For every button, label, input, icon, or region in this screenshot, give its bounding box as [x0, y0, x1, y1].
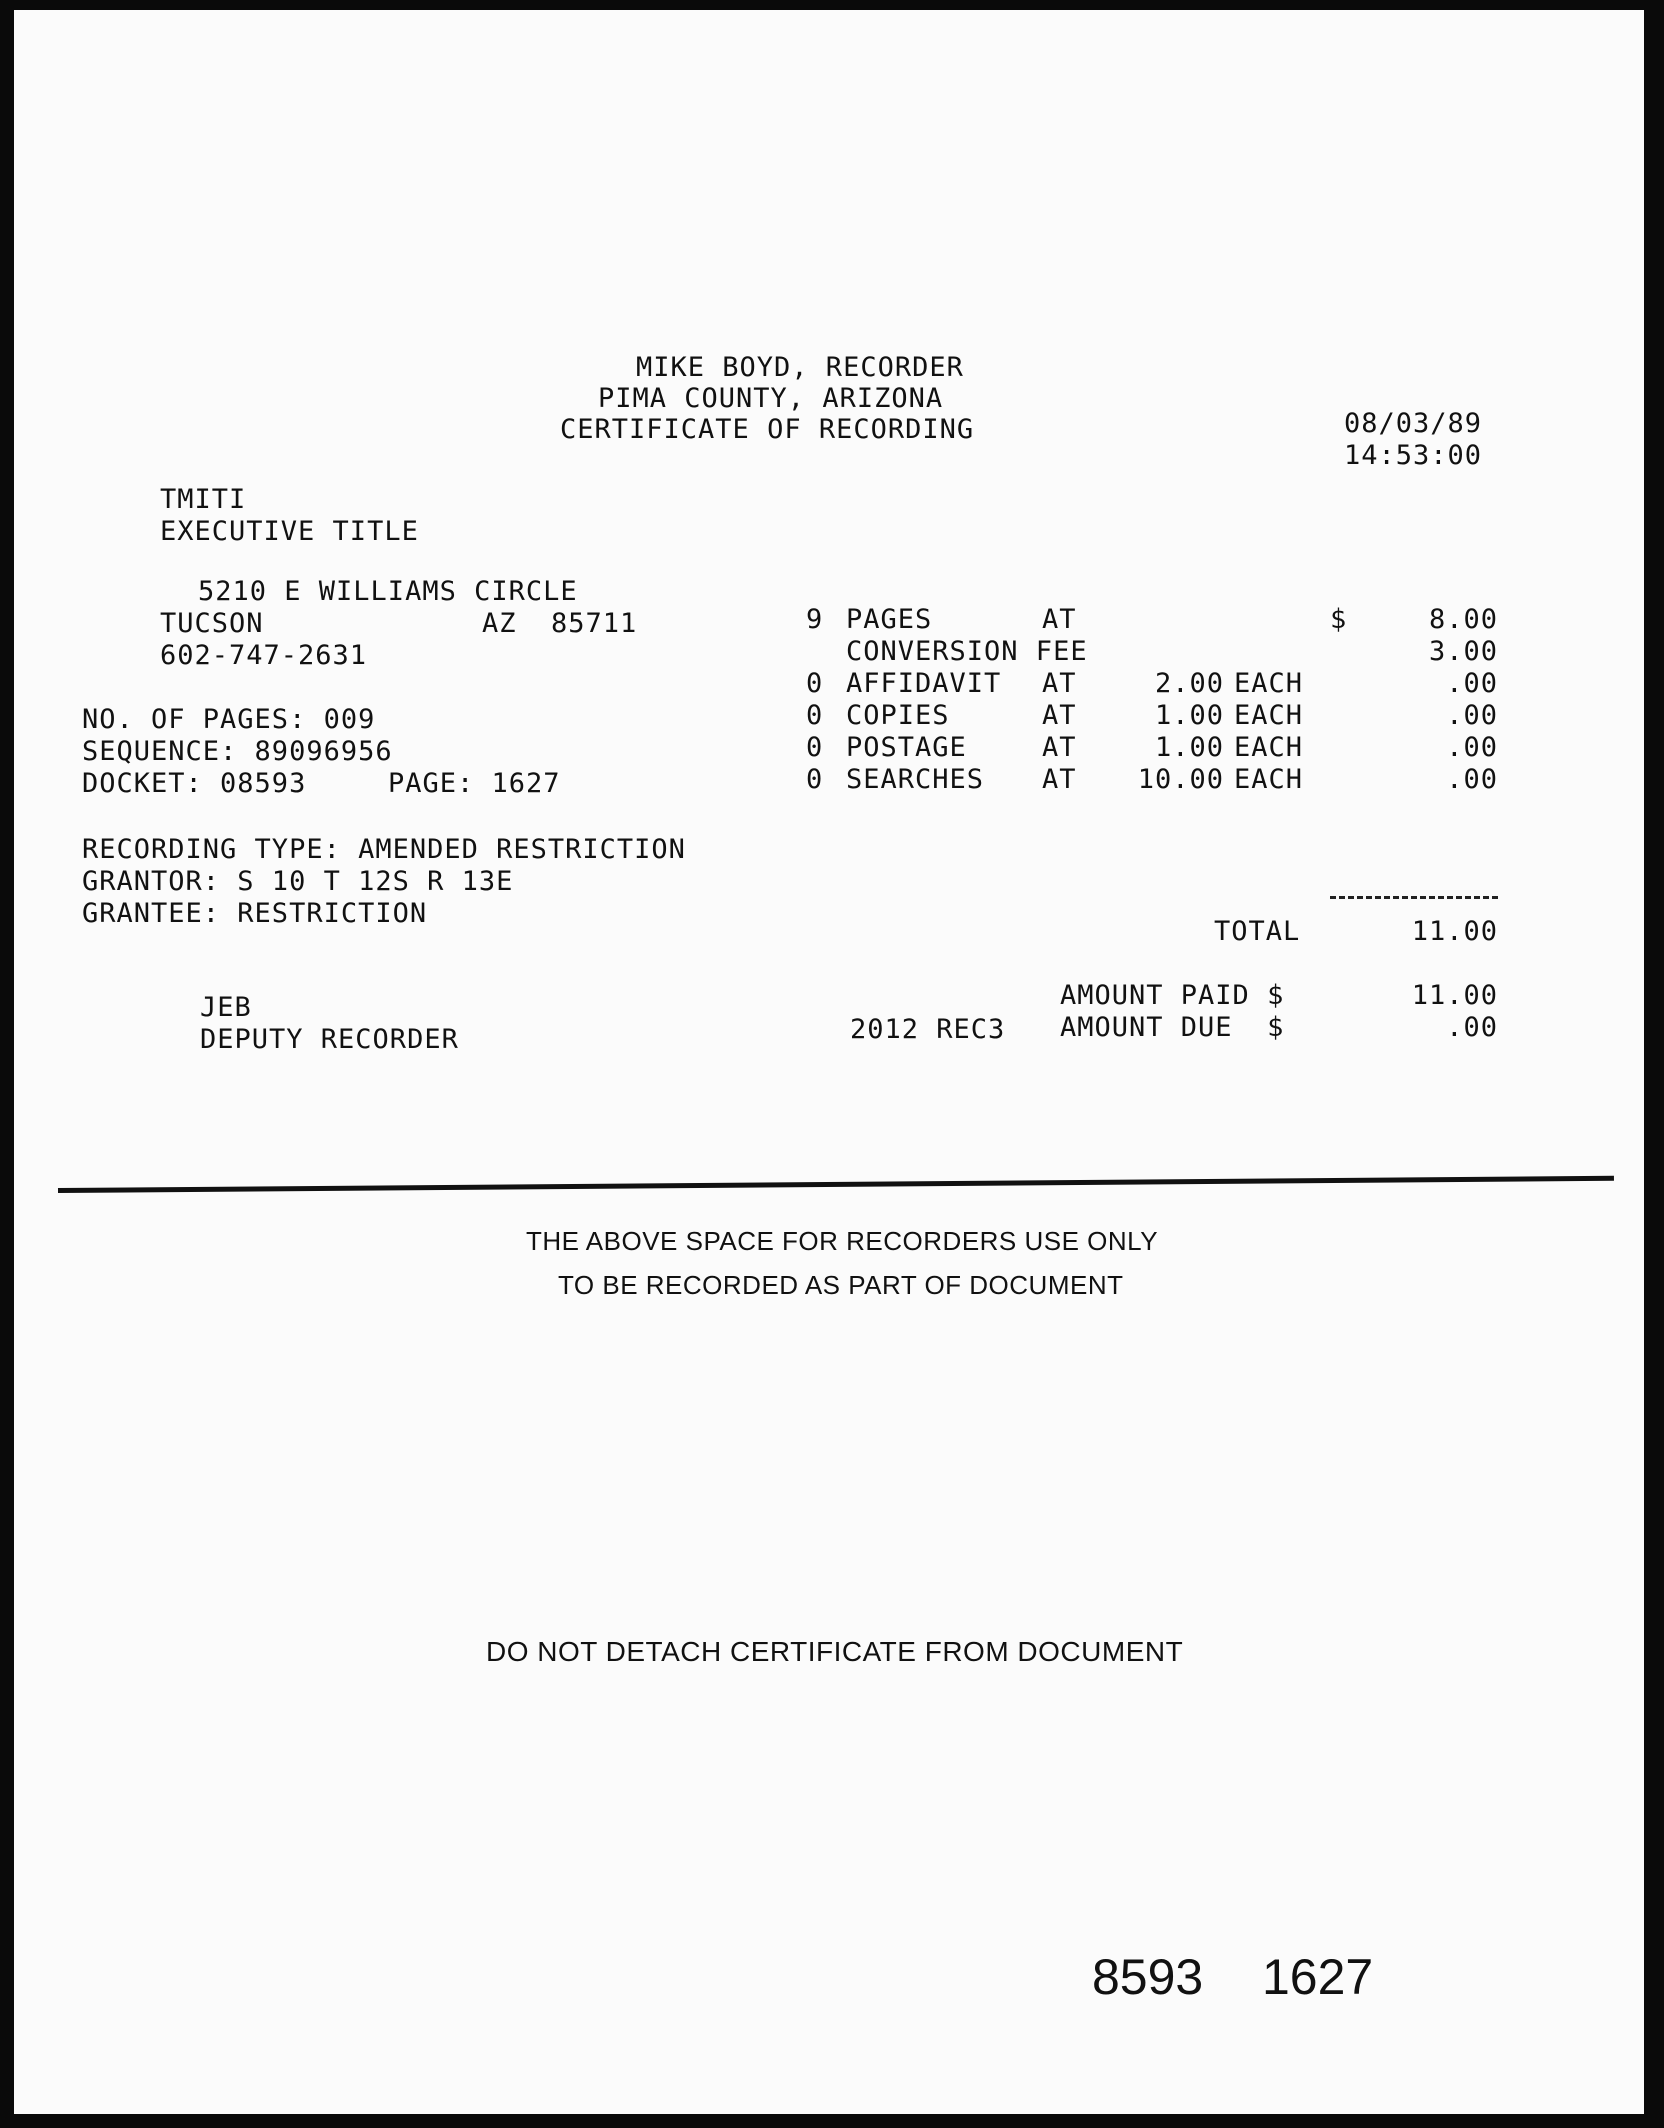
addressee-code: TMITI — [160, 484, 247, 515]
fee-at: AT — [1042, 764, 1077, 795]
fee-at: AT — [1042, 668, 1077, 699]
fee-at: AT — [1042, 732, 1077, 763]
grantor: GRANTOR: S 10 T 12S R 13E — [82, 866, 514, 897]
fee-amount: .00 — [1446, 764, 1498, 795]
section-divider — [58, 1176, 1614, 1193]
addressee-city: TUCSON — [160, 608, 264, 639]
recorded-as-part-note: TO BE RECORDED AS PART OF DOCUMENT — [558, 1270, 1124, 1300]
page-number: PAGE: 1627 — [388, 768, 561, 799]
total-amount: 11.00 — [1411, 916, 1498, 947]
fee-amount: 3.00 — [1428, 636, 1498, 667]
fee-each: EACH — [1234, 668, 1304, 699]
deputy-title: DEPUTY RECORDER — [200, 1024, 459, 1055]
addressee-phone: 602-747-2631 — [160, 640, 368, 671]
recording-time: 14:53:00 — [1344, 440, 1483, 471]
fee-each: EACH — [1234, 764, 1304, 795]
fee-item: POSTAGE — [846, 732, 967, 763]
fee-qty: 0 — [806, 764, 824, 795]
certificate-title: CERTIFICATE OF RECORDING — [560, 414, 975, 445]
fee-rate: 1.00 — [1154, 732, 1224, 763]
total-label: TOTAL — [1214, 916, 1301, 947]
grantee: GRANTEE: RESTRICTION — [82, 898, 428, 929]
register-code: 2012 REC3 — [850, 1014, 1006, 1045]
do-not-detach-note: DO NOT DETACH CERTIFICATE FROM DOCUMENT — [486, 1636, 1184, 1667]
addressee-company: EXECUTIVE TITLE — [160, 516, 419, 547]
fee-qty: 0 — [806, 700, 824, 731]
fee-rate: 10.00 — [1137, 764, 1224, 795]
fee-item: PAGES — [846, 604, 933, 635]
fee-item: CONVERSION FEE — [846, 636, 1088, 667]
amount-paid: 11.00 — [1411, 980, 1498, 1011]
recorders-use-note: THE ABOVE SPACE FOR RECORDERS USE ONLY — [526, 1226, 1159, 1256]
fee-qty: 0 — [806, 732, 824, 763]
amount-due: .00 — [1446, 1012, 1498, 1043]
fee-qty: 9 — [806, 604, 824, 635]
number-of-pages: NO. OF PAGES: 009 — [82, 704, 376, 735]
fee-item: AFFIDAVIT — [846, 668, 1002, 699]
addressee-state-zip: AZ 85711 — [482, 608, 638, 639]
stamp-docket: 8593 — [1092, 1949, 1204, 2005]
docket-number: DOCKET: 08593 — [82, 768, 307, 799]
fee-amount: .00 — [1446, 732, 1498, 763]
fee-amount: .00 — [1446, 668, 1498, 699]
fee-each: EACH — [1234, 700, 1304, 731]
sequence-number: SEQUENCE: 89096956 — [82, 736, 393, 767]
county-state: PIMA COUNTY, ARIZONA — [598, 383, 944, 414]
fee-amount: 8.00 — [1428, 604, 1498, 635]
fee-at: AT — [1042, 604, 1077, 635]
amount-due-label: AMOUNT DUE $ — [1060, 1012, 1285, 1043]
fee-item: COPIES — [846, 700, 950, 731]
recording-type: RECORDING TYPE: AMENDED RESTRICTION — [82, 834, 686, 865]
recording-certificate-page — [14, 10, 1644, 2114]
fee-at: AT — [1042, 700, 1077, 731]
total-divider — [1330, 896, 1498, 899]
fee-dollar-sign: $ — [1330, 604, 1348, 635]
fee-rate: 2.00 — [1154, 668, 1224, 699]
fee-amount: .00 — [1446, 700, 1498, 731]
recorder-name: MIKE BOYD, RECORDER — [636, 352, 964, 383]
fee-item: SEARCHES — [846, 764, 985, 795]
deputy-initials: JEB — [200, 992, 252, 1023]
stamp-page: 1627 — [1262, 1949, 1374, 2005]
fee-rate: 1.00 — [1154, 700, 1224, 731]
recording-date: 08/03/89 — [1344, 408, 1483, 439]
fee-qty: 0 — [806, 668, 824, 699]
amount-paid-label: AMOUNT PAID $ — [1060, 980, 1285, 1011]
fee-each: EACH — [1234, 732, 1304, 763]
addressee-street: 5210 E WILLIAMS CIRCLE — [198, 576, 578, 607]
